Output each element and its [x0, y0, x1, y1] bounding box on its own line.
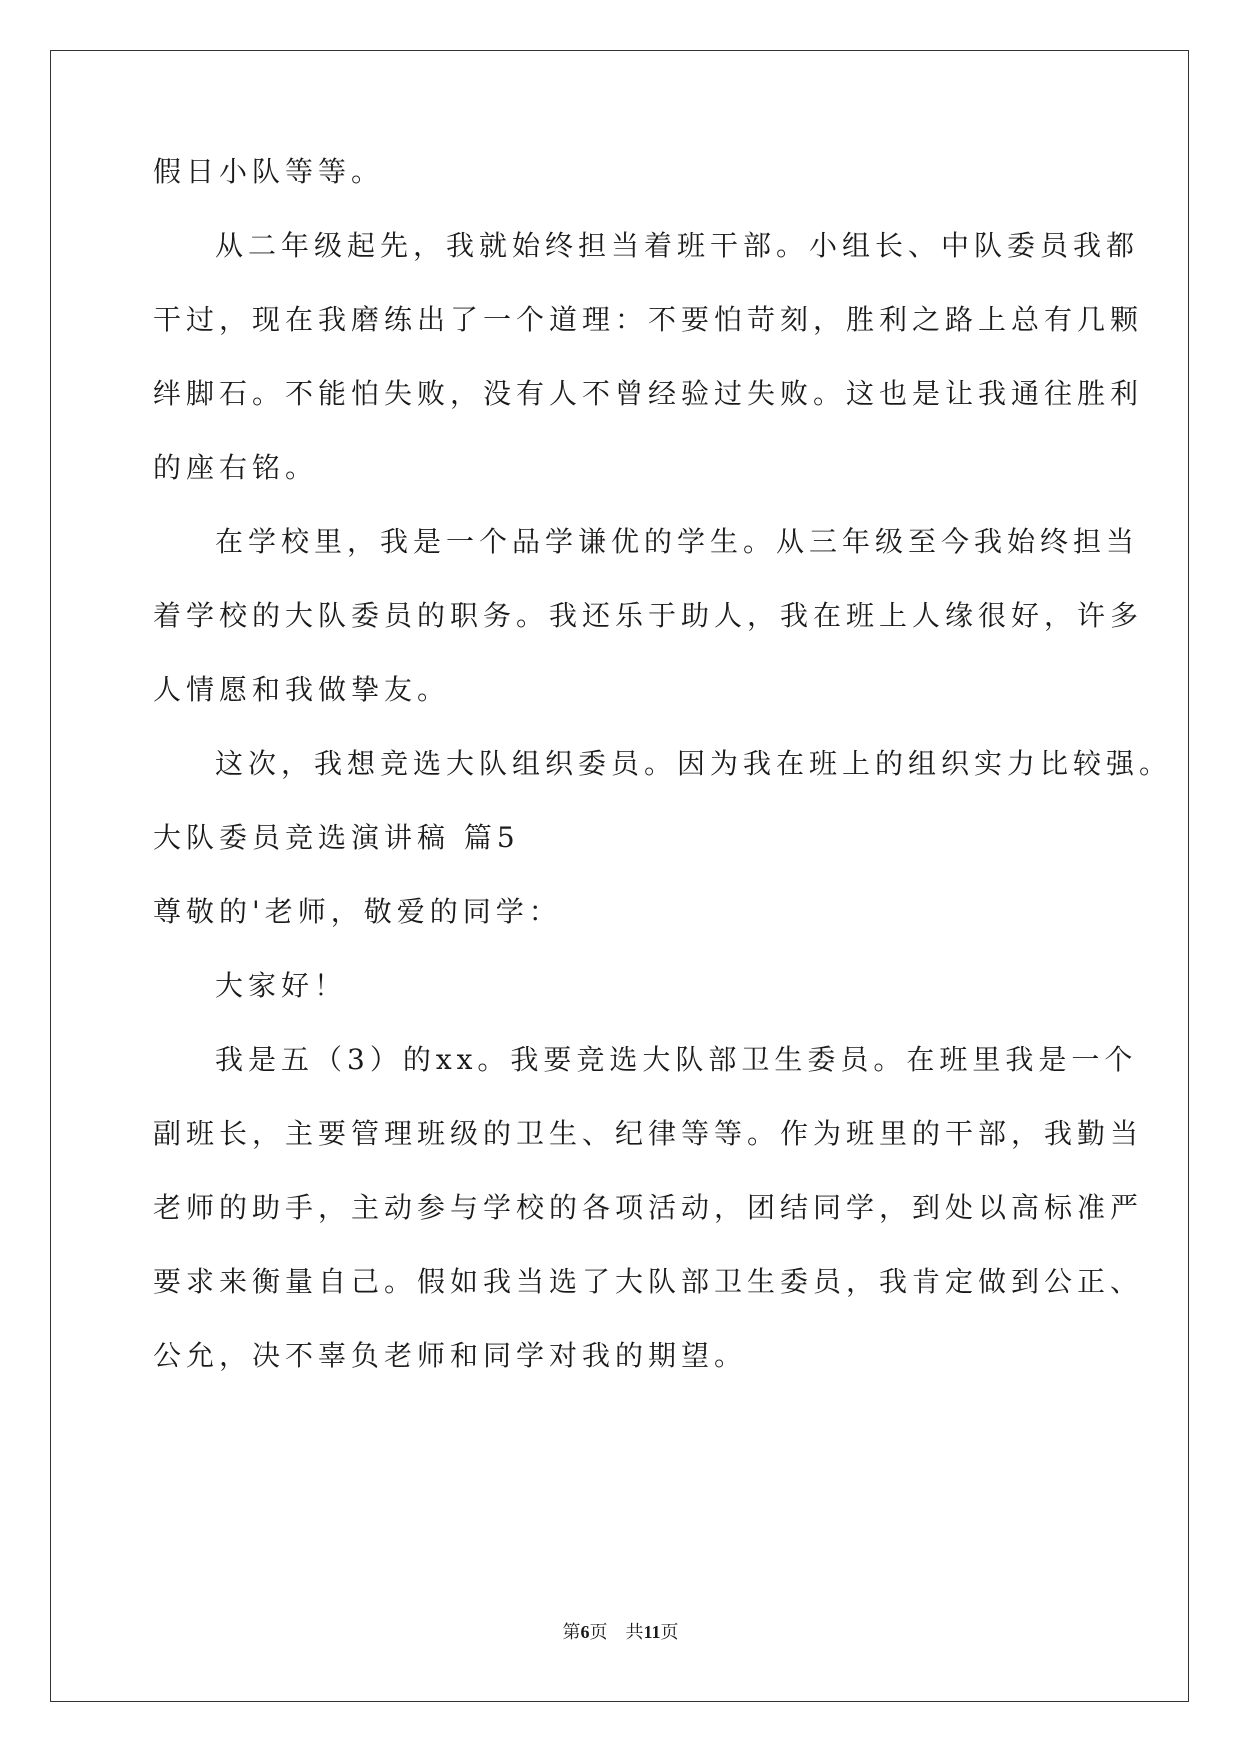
body-text-line: 老师的助手，主动参与学校的各项活动，团结同学，到处以高标准严 [153, 1191, 1144, 1224]
footer-total-prefix: 共 [625, 1622, 644, 1642]
total-pages-number: 11 [643, 1622, 661, 1642]
body-text-line: 绊脚石。不能怕失败，没有人不曾经验过失败。这也是让我通往胜利 [153, 377, 1144, 410]
current-page-number: 6 [580, 1622, 590, 1642]
greeting: 大家好！ [215, 969, 348, 1002]
body-text-line: 人情愿和我做挚友。 [153, 673, 451, 706]
body-text-line: 的座右铭。 [153, 451, 319, 484]
footer-total-suffix: 页 [660, 1622, 679, 1642]
page-border [50, 50, 1189, 1702]
body-text-line: 公允，决不辜负老师和同学对我的期望。 [153, 1339, 748, 1372]
body-text-line: 在学校里，我是一个品学谦优的学生。从三年级至今我始终担当 [215, 525, 1140, 558]
body-text-line: 这次，我想竞选大队组织委员。因为我在班上的组织实力比较强。 [215, 747, 1173, 780]
page-footer [0, 1620, 1241, 1644]
body-text-line: 从二年级起先，我就始终担当着班干部。小组长、中队委员我都 [215, 229, 1140, 262]
salutation: 尊敬的'老师，敬爱的同学： [153, 895, 562, 928]
body-text-line: 要求来衡量自己。假如我当选了大队部卫生委员，我肯定做到公正、 [153, 1265, 1144, 1298]
footer-prefix: 第 [562, 1622, 581, 1642]
body-text-line: 假日小队等等。 [153, 155, 385, 188]
body-text-line: 副班长，主要管理班级的卫生、纪律等等。作为班里的干部，我勤当 [153, 1117, 1144, 1150]
body-text-line: 我是五（3）的xx。我要竞选大队部卫生委员。在班里我是一个 [215, 1043, 1138, 1076]
body-text-line: 干过，现在我磨练出了一个道理：不要怕苛刻，胜利之路上总有几颗 [153, 303, 1144, 336]
section-heading: 大队委员竞选演讲稿 篇5 [153, 821, 520, 854]
footer-page-suffix: 页 [589, 1622, 608, 1642]
body-text-line: 着学校的大队委员的职务。我还乐于助人，我在班上人缘很好，许多 [153, 599, 1144, 632]
